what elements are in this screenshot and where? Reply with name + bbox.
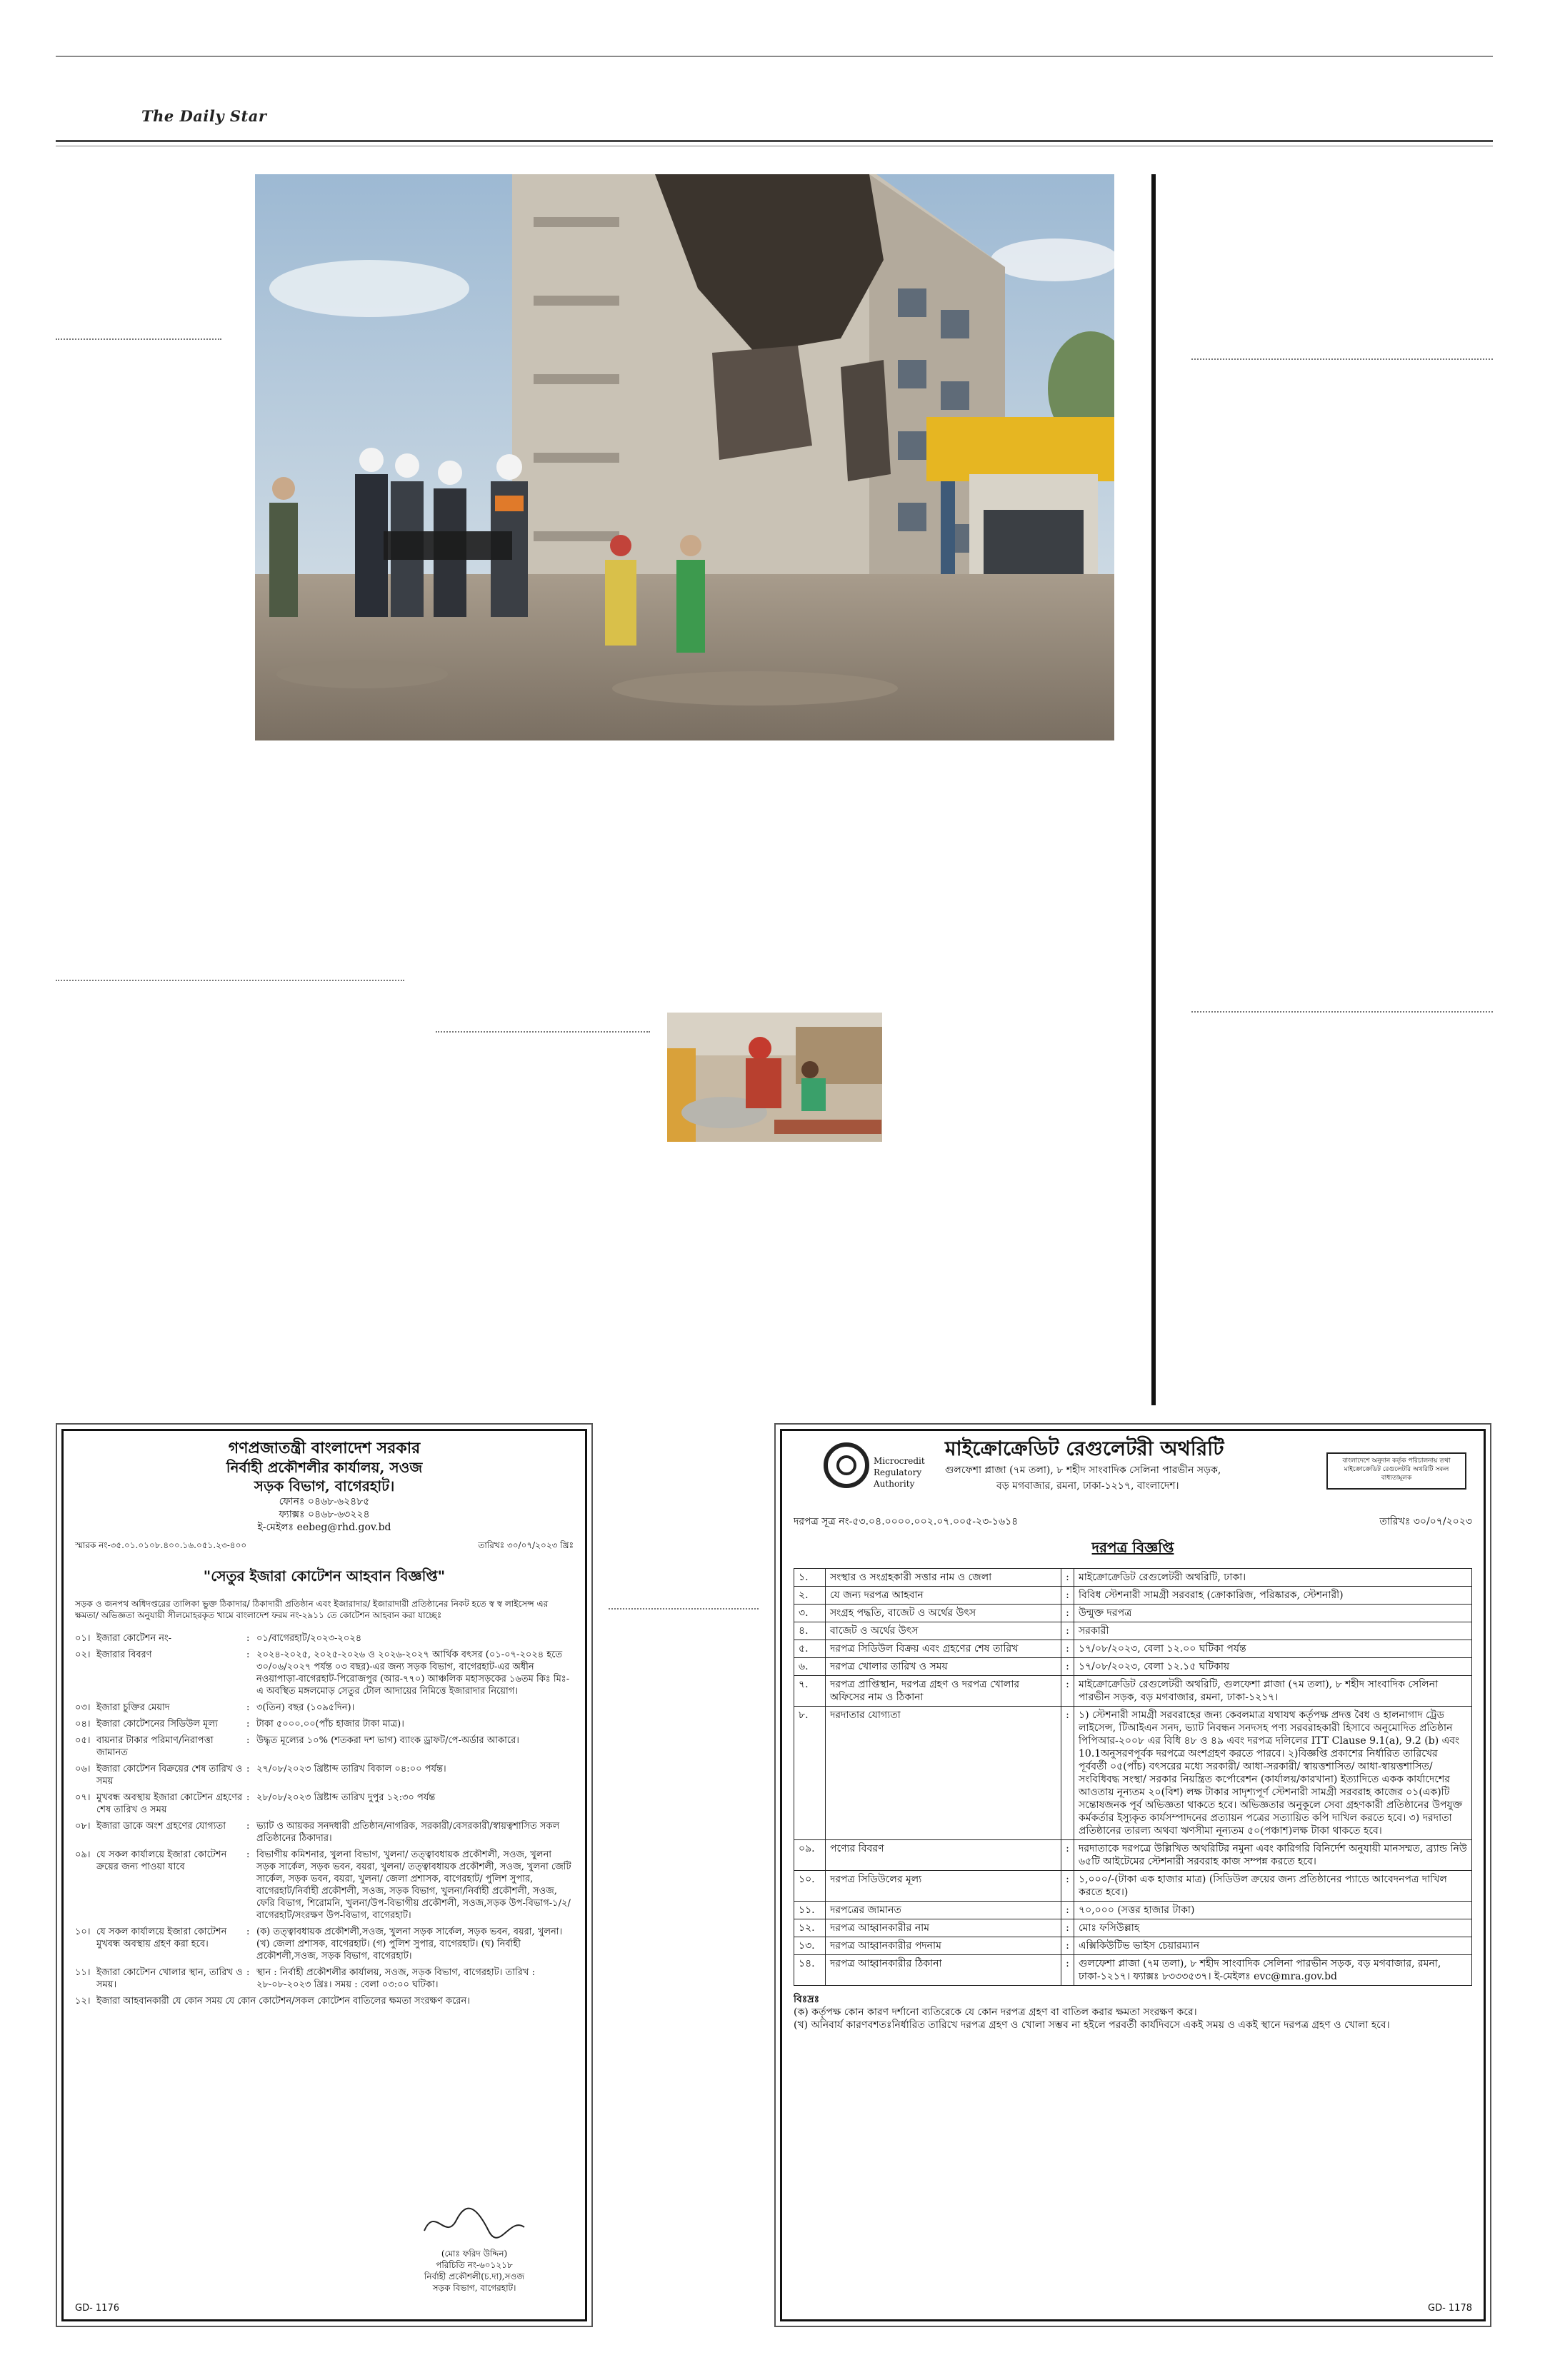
table-row: ১. সংস্থার ও সংগ্রহকারী সত্তার নাম ও জেলা : মাইক্রোক্রেডিট রেগুলেটরী অথরিটি, ঢাকা। (794, 1569, 1472, 1587)
ad-left-phone: ফোনঃ ০৪৬৮-৬২৪৮৫ (279, 1496, 370, 1507)
ad-left-row: ০৩। ইজারা চুক্তির মেয়াদ : ৩(তিন) বছর (১০৯৫দিন)। (75, 1702, 355, 1713)
mra-logo-text: Microcredit Regulatory Authority (874, 1456, 925, 1489)
secondary-news-photo (667, 1013, 882, 1142)
table-row: ৬. দরপত্র খোলার তারিখ ও সময় : ১৭/০৮/২০২৩, বেলা ১২.১৫ ঘটিকায় (794, 1658, 1472, 1676)
separator-right-mid (1191, 1011, 1493, 1013)
ad-right-title: দরপত্র বিজ্ঞপ্তি (1091, 1539, 1174, 1556)
ad-right-memo: দরপত্র সূত্র নং-৫৩.০৪.০০০০.০০২.০৭.০০৫-২৩-১৬১৪ (794, 1516, 1019, 1527)
table-row: ০৯. পণ্যের বিবরণ : দরদাতাকে দরপত্রে উল্লিখিত অথরিটির নমুনা এবং কারিগরি বিনির্দেশ অনুযায়ী মানসম্মত, ব্র্যান্ড নিউ ৬৫টি আইটেমের স্টেশনারী সরবরাহ কাজ সম্পন্ন করতে হবে। (794, 1840, 1472, 1871)
ad-right-address1: গুলফেশা প্লাজা (৭ম তলা), ৮ শহীদ সাংবাদিক সেলিনা পারভীন সড়ক, (945, 1465, 1221, 1476)
signature-image (421, 2202, 528, 2245)
tender-ad-right-border (780, 1429, 1486, 2321)
column-rule (1151, 174, 1156, 1405)
ad-left-header-line2: নির্বাহী প্রকৌশলীর কার্যালয়, সওজ (226, 1459, 423, 1476)
separator-between-ads (609, 1608, 759, 1610)
tender-ad-left (56, 1423, 593, 2327)
table-row: ১৪. দরপত্র আহ্বানকারীর ঠিকানা : গুলফেশা প্লাজা (৭ম তলা), ৮ শহীদ সাংবাদিক সেলিনা পারভীন সড়ক, বড় মগবাজার, রমনা, ঢাকা-১২১৭। ফ্যাক্সঃ ৮৩৩৩৫৩৭। ই-মেইলঃ evc@mra.gov.bd (794, 1955, 1472, 1986)
ad-right-notes-title: বিঃদ্রঃ (794, 1994, 820, 2005)
woman-child-illustration (667, 1013, 882, 1142)
ad-right-note2: (খ) অনিবার্য কারণবশতঃনির্ধারিত তারিখে দরপত্র গ্রহণ ও খোলা সম্ভব না হইলে পরবর্তী কার্যদিবসে একই সময় ও একই স্থানে দরপত্র গ্রহণ ও খোলা হবে। (794, 2019, 1390, 2031)
ad-left-row: ১০। যে সকল কার্যালয়ে ইজারা কোটেশন মুখবন্ধ অবস্থায় গ্রহণ করা হবে। : (ক) তত্ত্বাবধায়ক প্রকৌশলী,সওজ, খুলনা সড়ক সার্কেল, সড়ক ভবন, বয়রা, খুলনা। (খ) জেলা প্রশাসক, বাগেরহাট। (গ) পুলিশ সুপার, বাগেরহাট। (ঘ) নির্বাহী প্রকৌশলী,সওজ, সড়ক বিভাগ, বাগেরহাট। (75, 1927, 563, 1962)
top-rule (56, 56, 1493, 57)
ad-right-address2: বড় মগবাজার, রমনা, ঢাকা-১২১৭, বাংলাদেশ। (996, 1480, 1179, 1492)
table-row: ৭. দরপত্র প্রাপ্তিস্থান, দরপত্র গ্রহণ ও দরপত্র খোলার অফিসের নাম ও ঠিকানা : মাইক্রোক্রেডিট রেগুলেটরী অথরিটি, গুলফেশা প্লাজা (৭ম তলা), ৮ শহীদ সাংবাদিক সেলিনা পারভীন সড়ক, বড় মগবাজার, রমনা, ঢাকা-১২১৭। (794, 1676, 1472, 1707)
ad-right-table (794, 1568, 1472, 1986)
ad-left-rows (75, 1632, 574, 2007)
ad-left-row: ১১। ইজারা কোটেশন খোলার স্থান, তারিখ ও সময়। : স্থান : নির্বাহী প্রকৌশলীর কার্যালয়, সওজ, সড়ক বিভাগ, বাগেরহাট। তারিখ : ২৮-০৮-২০২৩ খ্রিঃ। সময় : বেলা ০৩:০০ ঘটিকা। (75, 1967, 535, 1990)
ad-right-gd-number: GD- 1178 (1428, 2303, 1472, 2314)
ad-left-title: "সেতুর ইজারা কোটেশন আহবান বিজ্ঞপ্তি" (203, 1567, 446, 1585)
ad-left-row: ০২। ইজারার বিবরণ : ২০২৪-২০২৫, ২০২৫-২০২৬ ও ২০২৬-২০২৭ আর্থিক বৎসর (০১-০৭-২০২৪ হতে ৩০/০৬/২০২৭ পর্যন্ত ০৩ বছর)-এর জন্য সড়ক বিভাগ, বাগেরহাট-এর অধীন নওয়াপাড়া-বাগেরহাট-পিরোজপুর (আর-৭৭০) আঞ্চলিক মহাসড়কের ১৬তম কিঃ মিঃ-এ অবস্থিত মঙ্গলমোড় সেতুর টোল আদায়ের নিমিত্তে ইজারাদার নিয়োগ। (75, 1650, 570, 1697)
ad-left-row: ০৭। মুখবন্ধ অবস্থায় ইজারা কোটেশন গ্রহণের শেষ তারিখ ও সময় : ২৮/০৮/২০২৩ খ্রিষ্টাব্দ তারিখ দুপুর ১২:৩০ পর্যন্ত (75, 1792, 436, 1815)
ad-left-header-line3: সড়ক বিভাগ, বাগেরহাট। (254, 1477, 395, 1495)
ad-left-email: ই-মেইলঃ eebeg@rhd.gov.bd (257, 1522, 391, 1533)
table-row: ৫. দরপত্র সিডিউল বিক্রয় এবং গ্রহণের শেষ তারিখ : ১৭/০৮/২০২৩, বেলা ১২.০০ ঘটিকা পর্যন্ত (794, 1640, 1472, 1658)
ad-right-note1: (ক) কর্তৃপক্ষ কোন কারণ দর্শানো ব্যতিরেকে যে কোন দরপত্র গ্রহণ বা বাতিল করার ক্ষমতা সংরক্ষণ করে। (794, 2007, 1197, 2018)
ad-left-memo-row (75, 1540, 574, 1551)
ad-left-row: ০৯। যে সকল কার্যালয়ে ইজারা কোটেশন ক্রয়ের জন্য পাওয়া যাবে : বিভাগীয় কমিশনার, খুলনা বিভাগ, খুলনা/ তত্ত্বাবধায়ক প্রকৌশলী, সওজ, খুলনা সড়ক সার্কেল, সড়ক ভবন, বয়রা, খুলনা/ তত্ত্বাবধায়ক প্রকৌশলী, সওজ, খুলনা জেটি সার্কেল, সড়ক ভবন, বয়রা, খুলনা/ জেলা প্রশাসক, বাগেরহাট/ পুলিশ সুপার, বাগেরহাট/নির্বাহী প্রকৌশলী, সওজ, সড়ক বিভাগ, খুলনা/নির্বাহী প্রকৌশলী, সওজ, ফেরি বিভাগ, শিরোমনি, খুলনা/উপ-বিভাগীয় প্রকৌশলী, সওজ,সড়ক উপ-বিভাগ-১/২/বাগেরহাট/সংরক্ষণ উপ-বিভাগ, বাগেরহাট। (75, 1849, 571, 1921)
ad-right-org-name: মাইক্রোক্রেডিট রেগুলেটরী অথরিটি (945, 1437, 1224, 1460)
table-row: ১০. দরপত্র সিডিউলের মূল্য : ১,০০০/-(টাকা এক হাজার মাত্র) (সিডিউল ক্রয়ের জন্য প্রতিষ্ঠানের প্যাডে আবেদনপত্র দাখিল করতে হবে।) (794, 1871, 1472, 1902)
tender-ad-left-border (61, 1429, 587, 2321)
ad-left-date: তারিখঃ ৩০/০৭/২০২৩ খ্রিঃ (478, 1540, 574, 1550)
main-news-photo (255, 174, 1114, 740)
ad-right-date: তারিখঃ ৩০/০৭/২০২৩ (1379, 1516, 1472, 1527)
ad-left-header-line1: গণপ্রজাতন্ত্রী বাংলাদেশ সরকার (228, 1439, 421, 1457)
table-row: ২. যে জন্য দরপত্র আহবান : বিবিধ স্টেশনারী সামগ্রী সরবরাহ (ক্রোকারিজ, পরিষ্কারক, স্টেশনারী) (794, 1587, 1472, 1605)
ad-left-sign-id: পরিচিতি নং-৬০১২১৮ (436, 2260, 513, 2270)
ad-left-row: ০৮। ইজারা ডাকে অংশ গ্রহণের যোগ্যতা : ভ্যাট ও আয়কর সনদধারী প্রতিষ্ঠান/নাগরিক, সরকারী/বেসরকারী/স্বায়ত্বশাসিত সকল প্রতিষ্ঠানের ঠিকাদার। (75, 1821, 560, 1844)
separator-right-top (1191, 358, 1493, 360)
ad-left-sign-title: নির্বাহী প্রকৌশলী(চ.দা),সওজ (424, 2271, 525, 2281)
separator-center-mid (436, 1031, 650, 1033)
separator-left-mid (56, 980, 404, 981)
table-row: ১১. দরপত্রের জামানত : ৭০,০০০ (সত্তর হাজার টাকা) (794, 1902, 1472, 1919)
table-row: ১৩. দরপত্র আহ্বানকারীর পদনাম : এক্সিকিউটিভ ভাইস চেয়ারম্যান (794, 1937, 1472, 1955)
ad-right-stamp-box: বাংলাদেশে অনুদান কর্তৃক পরিচালনায় তথা মাইক্রোক্রেডিট রেগুলেটরি অথরিটি সকল বাধ্যতামূলক (1326, 1452, 1466, 1490)
table-row: ১২. দরপত্র আহ্বানকারীর নাম : মোঃ ফসিউল্লাহ (794, 1919, 1472, 1937)
table-row: ৪. বাজেট ও অর্থের উৎস : সরকারী (794, 1622, 1472, 1640)
ad-left-row: ১২। ইজারা আহবানকারী যে কোন সময় যে কোন কোটেশন/সকল কোটেশন বাতিলের ক্ষমতা সংরক্ষণ করেন। (75, 1996, 470, 2007)
masthead-logo: The Daily Star (141, 107, 267, 125)
table-row: ৩. সংগ্রহ পদ্ধতি, বাজেট ও অর্থের উৎস : উন্মুক্ত দরপত্র (794, 1605, 1472, 1622)
ad-left-sign-name: (মোঃ ফরিদ উদ্দিন) (441, 2249, 508, 2259)
ad-left-row: ০৪। ইজারা কোটেশনের সিডিউল মূল্য : টাকা ৫০০০.০০(পাঁচ হাজার টাকা মাত্র)। (75, 1719, 404, 1729)
ad-left-row: ০৬। ইজারা কোটেশন বিক্রয়ের শেষ তারিখ ও সময় : ২৭/০৮/২০২৩ খ্রিষ্টাব্দ তারিখ বিকাল ০৪:০০ পর্যন্ত। (75, 1764, 446, 1787)
mra-logo-icon (824, 1442, 869, 1488)
ad-right-table-wrap (794, 1568, 1472, 2032)
ad-right-notes (794, 1993, 1472, 2032)
rescue-scene-illustration (255, 174, 1114, 740)
ad-left-sign-office: সড়ক বিভাগ, বাগেরহাট। (432, 2283, 516, 2293)
ad-left-memo: স্মারক নং-৩৫.০১.০১০৮.৪০০.১৬.০৫১.২৩-৪০০ (75, 1540, 247, 1550)
ad-left-signature-block (392, 2202, 556, 2294)
tender-ad-right (774, 1423, 1491, 2327)
ad-right-title-wrap (782, 1538, 1484, 1557)
ad-right-memo-row (794, 1515, 1472, 1528)
ad-left-intro: সড়ক ও জনপথ অধিদপ্তরের তালিকা ভুক্ত ঠিকাদার/ ঠিকাদারী প্রতিষ্ঠান এবং ইজারাদার/ ইজারাদারী প্রতিষ্ঠানের নিকট হতে স্ব স্ব লাইসেন্স এর ক্ষমতা/ অভিজ্ঞতা অনুযায়ী সীলমোহরকৃত খামে বাংলাদেশ ফরম নং-২৯১১ তে কোটেশন আহবান করা যাচ্ছেঃ (75, 1599, 549, 1620)
ad-left-row: ০১। ইজারা কোটেশন নং- : ০১/বাগেরহাট/২০২৩-২০২৪ (75, 1633, 362, 1644)
ad-left-gd-number: GD- 1176 (75, 2303, 119, 2314)
ad-left-row: ০৫। বায়নার টাকার পরিমাণ/নিরাপত্তা জামানত : উদ্ধৃত মূল্যের ১০% (শতকরা দশ ভাগ) ব্যাংক ড্রাফট/পে-অর্ডার আকারে। (75, 1735, 519, 1758)
ad-left-fax: ফ্যাক্সঃ ০৪৬৮-৬৩২২৪ (279, 1509, 370, 1520)
header-rule-1 (56, 140, 1493, 142)
separator-left-top (56, 338, 221, 340)
table-row: ৮. দরদাতার যোগ্যতা : ১) স্টেশনারী সামগ্রী সরবরাহের জন্য কেবলমাত্র যথাযথ কর্তৃপক্ষ প্রদত্ত বৈধ ও হালনাগাদ ট্রেড লাইসেন্স, টিআইএন সনদ, ভ্যাট নিবন্ধন সনদসহ পণ্য সরবরাহকারী হিসাবে অনুমোদিত প্রতিষ্ঠান পিপিআর-২০০৮ এর বিধি ৪৮ ও ৪৯ এবং দরপত্র দলিলের ITT Clause 9.1(a), 9.2 (b) এবং 10.1অনুসরণপূর্বক দরপত্রে অংশগ্রহণ করতে পারবে। ২)বিজ্ঞপ্তি প্রকাশের নির্ধারিত তারিখের পূর্ববর্তী ০৫(পাঁচ) বৎসরের মধ্যে সরকারী/ আধা-সরকারী/ স্বায়ত্তশাসিত/ আধা-স্বায়ত্তশাসিত/ সংবিধিবদ্ধ সংস্থা/ সরকার নিয়ন্ত্রিত কর্পোরেশন (কার্যালয়/কারখানা) ইত্যাদিতে একক কার্যাদেশের আওতায় নূন্যতম ২০(বিশ) লক্ষ টাকার সাদৃশ্যপূর্ণ স্টেশনারী সামগ্রী সরবরাহ কাজের ০১(এক)টি সন্তোষজনক পূর্ব অভিজ্ঞতা থাকতে হবে। অভিজ্ঞতার অনুকূলে সেবা গ্রহণকারী প্রতিষ্ঠানের উপযুক্ত কর্মকর্তার ইস্যুকৃত কার্যসম্পাদনের প্রত্যায়ন পত্রের সত্যায়িত কপি দাখিল করতে হবে। ৩) দরদাতা প্রতিষ্ঠানের তারল্য অথবা ঋণসীমা নূন্যতম ৫০(পঞ্চাশ)লক্ষ টাকা থাকতে হবে। (794, 1707, 1472, 1840)
